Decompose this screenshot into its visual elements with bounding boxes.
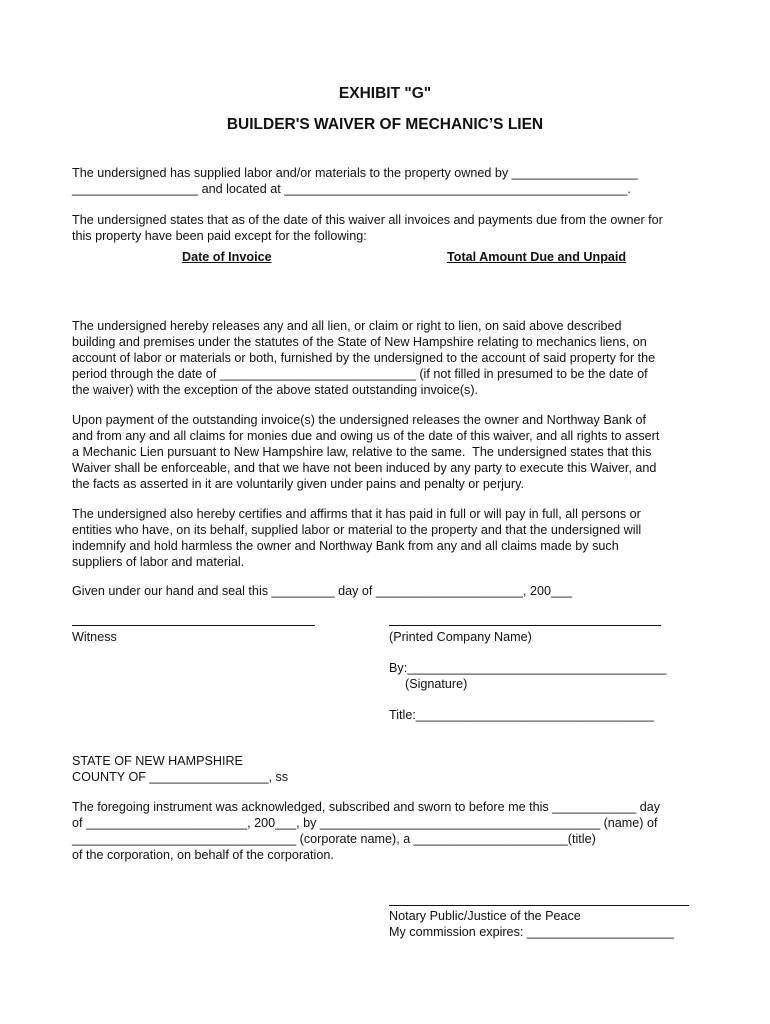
release-line-4: period through the date of ____________________________ (if not filled in presumed to be the date of <box>72 367 648 381</box>
given-line: Given under our hand and seal this _________ day of _____________________, 200___ <box>72 584 572 598</box>
certify-line-4: suppliers of labor and material. <box>72 555 245 569</box>
intro-line-1: The undersigned has supplied labor and/or materials to the property owned by __________________ <box>72 166 638 180</box>
witness-signature-line <box>72 625 315 626</box>
payment-line-1: Upon payment of the outstanding invoice(s) the undersigned releases the owner and Northway Bank of <box>72 413 647 427</box>
commission-line: My commission expires: _____________________ <box>389 925 674 939</box>
signature-label: (Signature) <box>405 677 468 691</box>
certify-line-2: entities who have, on its behalf, supplied labor or material to the property and that the undersigned will <box>72 523 642 537</box>
statement-line-2: this property have been paid except for the following: <box>72 229 367 243</box>
intro-line-2: __________________ and located at _________________________________________________. <box>72 182 631 196</box>
notary-label: Notary Public/Justice of the Peace <box>389 909 581 923</box>
ack-line-2: of _______________________, 200___, by ________________________________________ (name) of <box>72 816 658 830</box>
ack-line-1: The foregoing instrument was acknowledged, subscribed and sworn to before me this ____________ day <box>72 800 661 814</box>
county-line: COUNTY OF _________________, ss <box>72 770 289 784</box>
payment-line-4: Waiver shall be enforceable, and that we have not been induced by any party to execute this Waiver, and <box>72 461 657 475</box>
statement-line-1: The undersigned states that as of the date of this waiver all invoices and payments due from the owner for <box>72 213 663 227</box>
certify-line-3: indemnify and hold harmless the owner and Northway Bank from any and all claims made by such <box>72 539 619 553</box>
ack-line-3: ________________________________ (corporate name), a ______________________(title) <box>72 832 596 846</box>
certify-line-1: The undersigned also hereby certifies and affirms that it has paid in full or will pay in full, all persons or <box>72 507 641 521</box>
company-name-label: (Printed Company Name) <box>389 630 532 644</box>
date-of-invoice-header: Date of Invoice <box>182 250 272 264</box>
amount-due-header: Total Amount Due and Unpaid <box>447 250 627 264</box>
notary-signature-line <box>389 905 689 906</box>
state-label: STATE OF NEW HAMPSHIRE <box>72 754 243 768</box>
payment-line-2: and from any and all claims for monies due and owing us of the date of this waiver, and all rights to assert <box>72 429 660 443</box>
witness-label: Witness <box>72 630 117 644</box>
payment-line-3: a Mechanic Lien pursuant to New Hampshire law, relative to the same. The undersigned states that this <box>72 445 652 459</box>
exhibit-heading: EXHIBIT "G" <box>338 85 432 102</box>
release-line-2: building and premises under the statutes of the State of New Hampshire relating to mechanics liens, on <box>72 335 647 349</box>
document-title: BUILDER'S WAIVER OF MECHANIC’S LIEN <box>226 116 544 133</box>
ack-line-4: of the corporation, on behalf of the corporation. <box>72 848 334 862</box>
title-line: Title:__________________________________ <box>389 708 654 722</box>
payment-line-5: the facts as asserted in it are voluntarily given under pains and penalty or perjury. <box>72 477 524 491</box>
release-line-1: The undersigned hereby releases any and all lien, or claim or right to lien, on said above described <box>72 319 622 333</box>
release-line-3: account of labor or materials or both, furnished by the undersigned to the account of said property for the <box>72 351 656 365</box>
company-name-line <box>389 625 661 626</box>
release-line-5: the waiver) with the exception of the above stated outstanding invoice(s). <box>72 383 479 397</box>
by-line: By:_____________________________________ <box>389 661 667 675</box>
